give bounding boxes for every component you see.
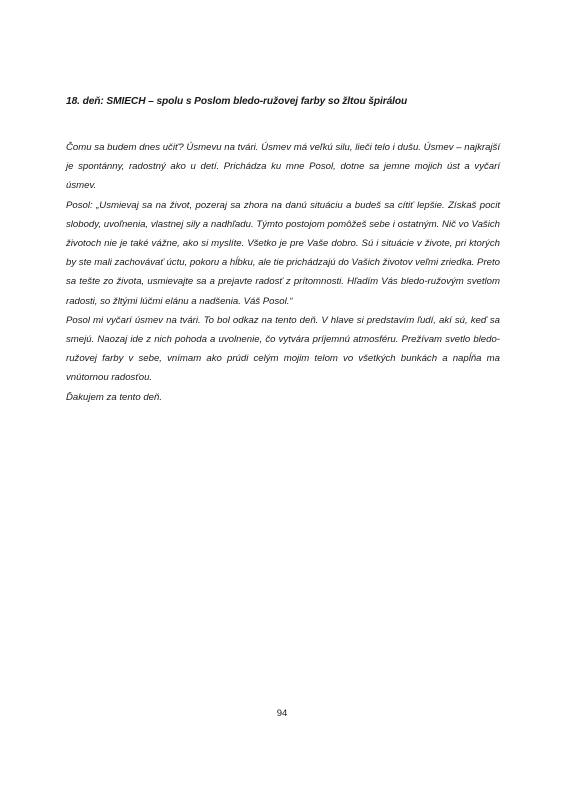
body-text <box>66 138 500 407</box>
paragraph-intro: Čomu sa budem dnes učiť? Úsmevu na tvári. Úsmev má veľkú silu, lieči telo i dušu. Úsmev – najkrajší je spontánny, radostný ako u detí. Prichádza ku mne Posol, dotne sa jemne mojich úst a vyčarí úsmev. <box>66 142 500 192</box>
paragraph-closing: Ďakujem za tento deň. <box>66 391 162 403</box>
paragraph-messenger-speech: Posol: „Usmievaj sa na život, pozeraj sa zhora na danú situáciu a budeš sa cítiť lepšie. Získaš pocit slobody, uvoľnenia, vlastnej sily a nadhľadu. Týmto postojom pomôžeš sebe i ostatným. Nič vo Vašich životoch nie je také vážne, ako si myslíte. Všetko je pre Vaše dobro. Sú i situácie v živote, pri ktorých by ste mali zachovávať úctu, pokoru a hĺbku, ale tie prichádzajú do Vašich životov veľmi zriedka. Preto sa tešte zo života, usmievajte sa a prejavte radosť z prítomnosti. Hľadím Vás bledo-ružovým svetlom radosti, so žltými lúčmi elánu a nadšenia. Váš Posol.“ <box>66 199 500 307</box>
paragraph-reflection: Posol mi vyčarí úsmev na tvári. To bol odkaz na tento deň. V hlave si predstavím ľudí, akí sú, keď sa smejú. Naozaj ide z nich pohoda a uvolnenie, čo vytvára príjemnú atmosféru. Prežívam svetlo bledo-ružovej farby v sebe, vnímam ako prúdi celým mojim telom vo všetkých bunkách a napĺňa ma vnútornou radosťou. <box>66 314 500 384</box>
page-title: 18. deň: SMIECH – spolu s Poslom bledo-ružovej farby so žltou špirálou <box>66 96 408 107</box>
page-number: 94 <box>276 708 288 719</box>
